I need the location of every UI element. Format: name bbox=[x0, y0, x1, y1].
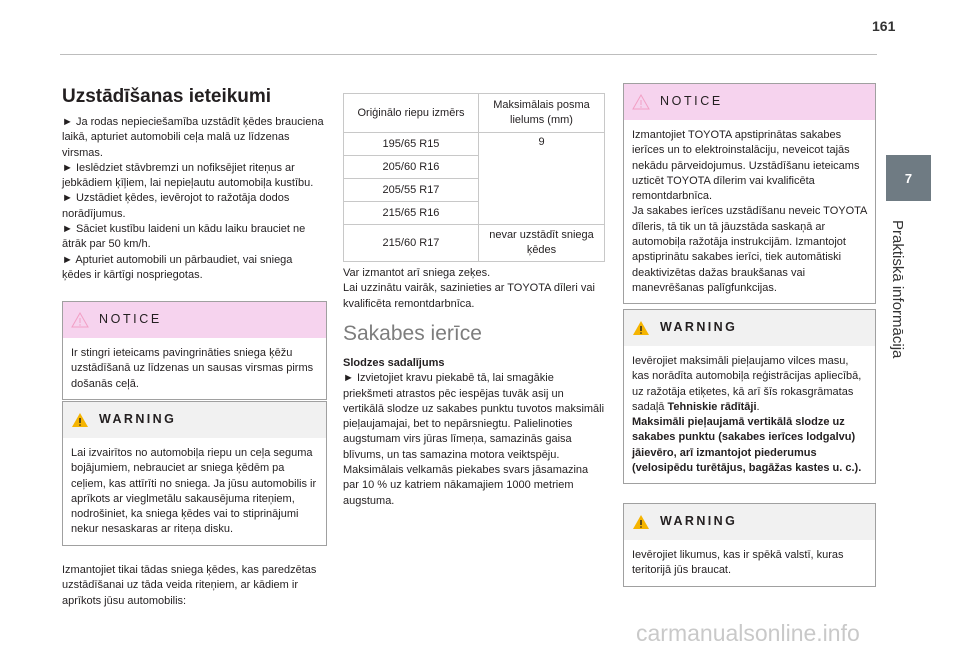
warning-text-part: Ievērojiet maksimāli pieļaujamo vilces masu, kas norādīta automobiļa reģistrācijas apliecībā, uz ražotāja etiķetes, kā arī šīs rokasgrāmatas sadaļā bbox=[632, 355, 862, 413]
warning-triangle-icon bbox=[632, 514, 650, 530]
table-header: Oriģinālo riepu izmērs bbox=[344, 94, 479, 133]
table-cell: 215/65 R16 bbox=[344, 202, 479, 225]
warning-box bbox=[62, 401, 327, 546]
warning-bold-text: Maksimāli pieļaujamā vertikālā slodze uz sakabes punktu (sakabes ierīces lodgalvu) jāievēro, arī izmantojot piederumus (velosipēdu turētājus, bagāžas kastes u. c.). bbox=[632, 416, 862, 475]
table-cell: 195/65 R15 bbox=[344, 133, 479, 156]
notice-label: NOTICE bbox=[99, 312, 162, 327]
warning-label: WARNING bbox=[660, 320, 738, 335]
table-cell: 205/60 R16 bbox=[344, 156, 479, 179]
notice-text: Izmantojiet TOYOTA apstiprinātas sakabes ierīces un to elektroinstalāciju, neveicot tajās nekādu pārveidojumus. Uzstādīšanu ieteicams uzticēt TOYOTA dīlerim vai kvalificēta remontdarbnīca. Ja sakabes ierīces uzstādīšanu neveic TOYOTA dīleris, tā tik un tā jāuzstāda saskaņā ar automobiļa ražotāja instrukcijām. Izmantojot apstiprinātu sakabes ierīci, tiek automātiski deaktivizētas dažas braukšanas vai manevrēšanas palīgfunkcijas. bbox=[632, 129, 867, 294]
section-heading: Uzstādīšanas ieteikumi bbox=[62, 86, 272, 107]
column-2-towing bbox=[343, 322, 605, 509]
watermark: carmanualsonline.info bbox=[636, 620, 860, 646]
header-rule bbox=[60, 54, 877, 55]
notice-header bbox=[624, 84, 875, 120]
warning-header bbox=[624, 504, 875, 540]
chapter-title: Praktiskā informācija bbox=[889, 220, 906, 359]
warning-triangle-icon bbox=[632, 320, 650, 336]
warning-box bbox=[623, 503, 876, 587]
section-heading: Sakabes ierīce bbox=[343, 322, 482, 345]
chapter-tab[interactable] bbox=[886, 155, 931, 201]
warning-label: WARNING bbox=[660, 514, 738, 529]
warning-text: Ievērojiet likumus, kas ir spēkā valstī, kuras teritorijā jūs braucat. bbox=[632, 549, 844, 577]
table-cell: 205/55 R17 bbox=[344, 179, 479, 202]
bullet-item: ► Uzstādiet ķēdes, ievērojot to ražotāja dodos norādījumus. bbox=[62, 192, 290, 220]
subheading: Slodzes sadalījums bbox=[343, 357, 445, 369]
table-cell: 9 bbox=[479, 133, 605, 225]
warning-header bbox=[624, 310, 875, 346]
column-1 bbox=[62, 86, 324, 283]
warning-text bbox=[624, 346, 875, 483]
table-cell: 215/60 R17 bbox=[344, 225, 479, 262]
warning-text: Lai izvairītos no automobiļa riepu un ceļa seguma bojājumiem, nebrauciet ar sniega ķēdēm pa ceļiem, kas attīrīti no sniega. Ja jūsu automobilis ir aprīkots ar vieglmetālu sakausējuma riteņiem, nodrošiniet, ka sniega ķēdes vai to stiprinājumi nekur nesaskaras ar riteņa disku. bbox=[71, 447, 317, 536]
body-text: ► Izvietojiet kravu piekabē tā, lai smagākie priekšmeti atrastos pēc iespējas tuvāk asij un vertikālā slodze uz sakabes punktu tuvotos maksimāli pieļaujamajai, bet to nepārsniegtu. Palielinoties augstumam virs jūras līmeņa, samazinās gaisa blīvums, un tas samazina motora veiktspēju. Maksimālais velkamās piekabes svars jāsamazina par 10 % uz katriem nākamajiem 1000 metriem augstuma. bbox=[343, 372, 605, 507]
warning-triangle-icon bbox=[632, 94, 650, 110]
warning-text-part: . bbox=[756, 400, 760, 413]
tyre-table bbox=[343, 93, 605, 262]
bullet-item: ► Apturiet automobili un pārbaudiet, vai sniega ķēdes ir kārtīgi nospriegotas. bbox=[62, 253, 293, 281]
notice-box bbox=[62, 301, 327, 400]
snow-socks-text: Var izmantot arī sniega zeķes. Lai uzzinātu vairāk, sazinieties ar TOYOTA dīleri vai kvalificēta remontdarbnīca. bbox=[343, 267, 595, 310]
warning-label: WARNING bbox=[99, 412, 177, 427]
bullet-item: ► Ieslēdziet stāvbremzi un nofiksējiet riteņus ar jebkādiem ķīļiem, lai nepieļautu automobiļa kustību. bbox=[62, 161, 314, 190]
warning-triangle-icon bbox=[71, 412, 89, 428]
warning-triangle-icon bbox=[71, 312, 89, 328]
tyre-intro-text: Izmantojiet tikai tādas sniega ķēdes, kas paredzētas uzstādīšanai uz tāda veida riteņiem, ar kādiem ir aprīkots jūsu automobilis: bbox=[62, 564, 317, 607]
bullet-item: ► Sāciet kustību laideni un kādu laiku brauciet ne ātrāk par 50 km/h. bbox=[62, 223, 306, 251]
bullet-item: ► Ja rodas nepieciešamība uzstādīt ķēdes brauciena laikā, apturiet automobili ceļa malā uz līdzenas virsmas. bbox=[62, 116, 324, 159]
notice-header bbox=[63, 302, 326, 338]
notice-text: Ir stingri ieteicams pavingrināties sniega ķēžu uzstādīšanā uz līdzenas un sausas virsmas pirms došanās ceļā. bbox=[71, 347, 314, 390]
notice-box bbox=[623, 83, 876, 304]
table-header: Maksimālais posma lielums (mm) bbox=[479, 94, 605, 133]
bullet-list bbox=[62, 115, 324, 283]
manual-reference: Tehniskie rādītāji bbox=[667, 400, 757, 413]
table-cell: nevar uzstādīt sniega ķēdes bbox=[479, 225, 605, 262]
warning-box bbox=[623, 309, 876, 484]
page-number: 161 bbox=[872, 18, 896, 34]
chapter-number: 7 bbox=[904, 170, 913, 186]
notice-label: NOTICE bbox=[660, 94, 723, 109]
warning-header bbox=[63, 402, 326, 438]
